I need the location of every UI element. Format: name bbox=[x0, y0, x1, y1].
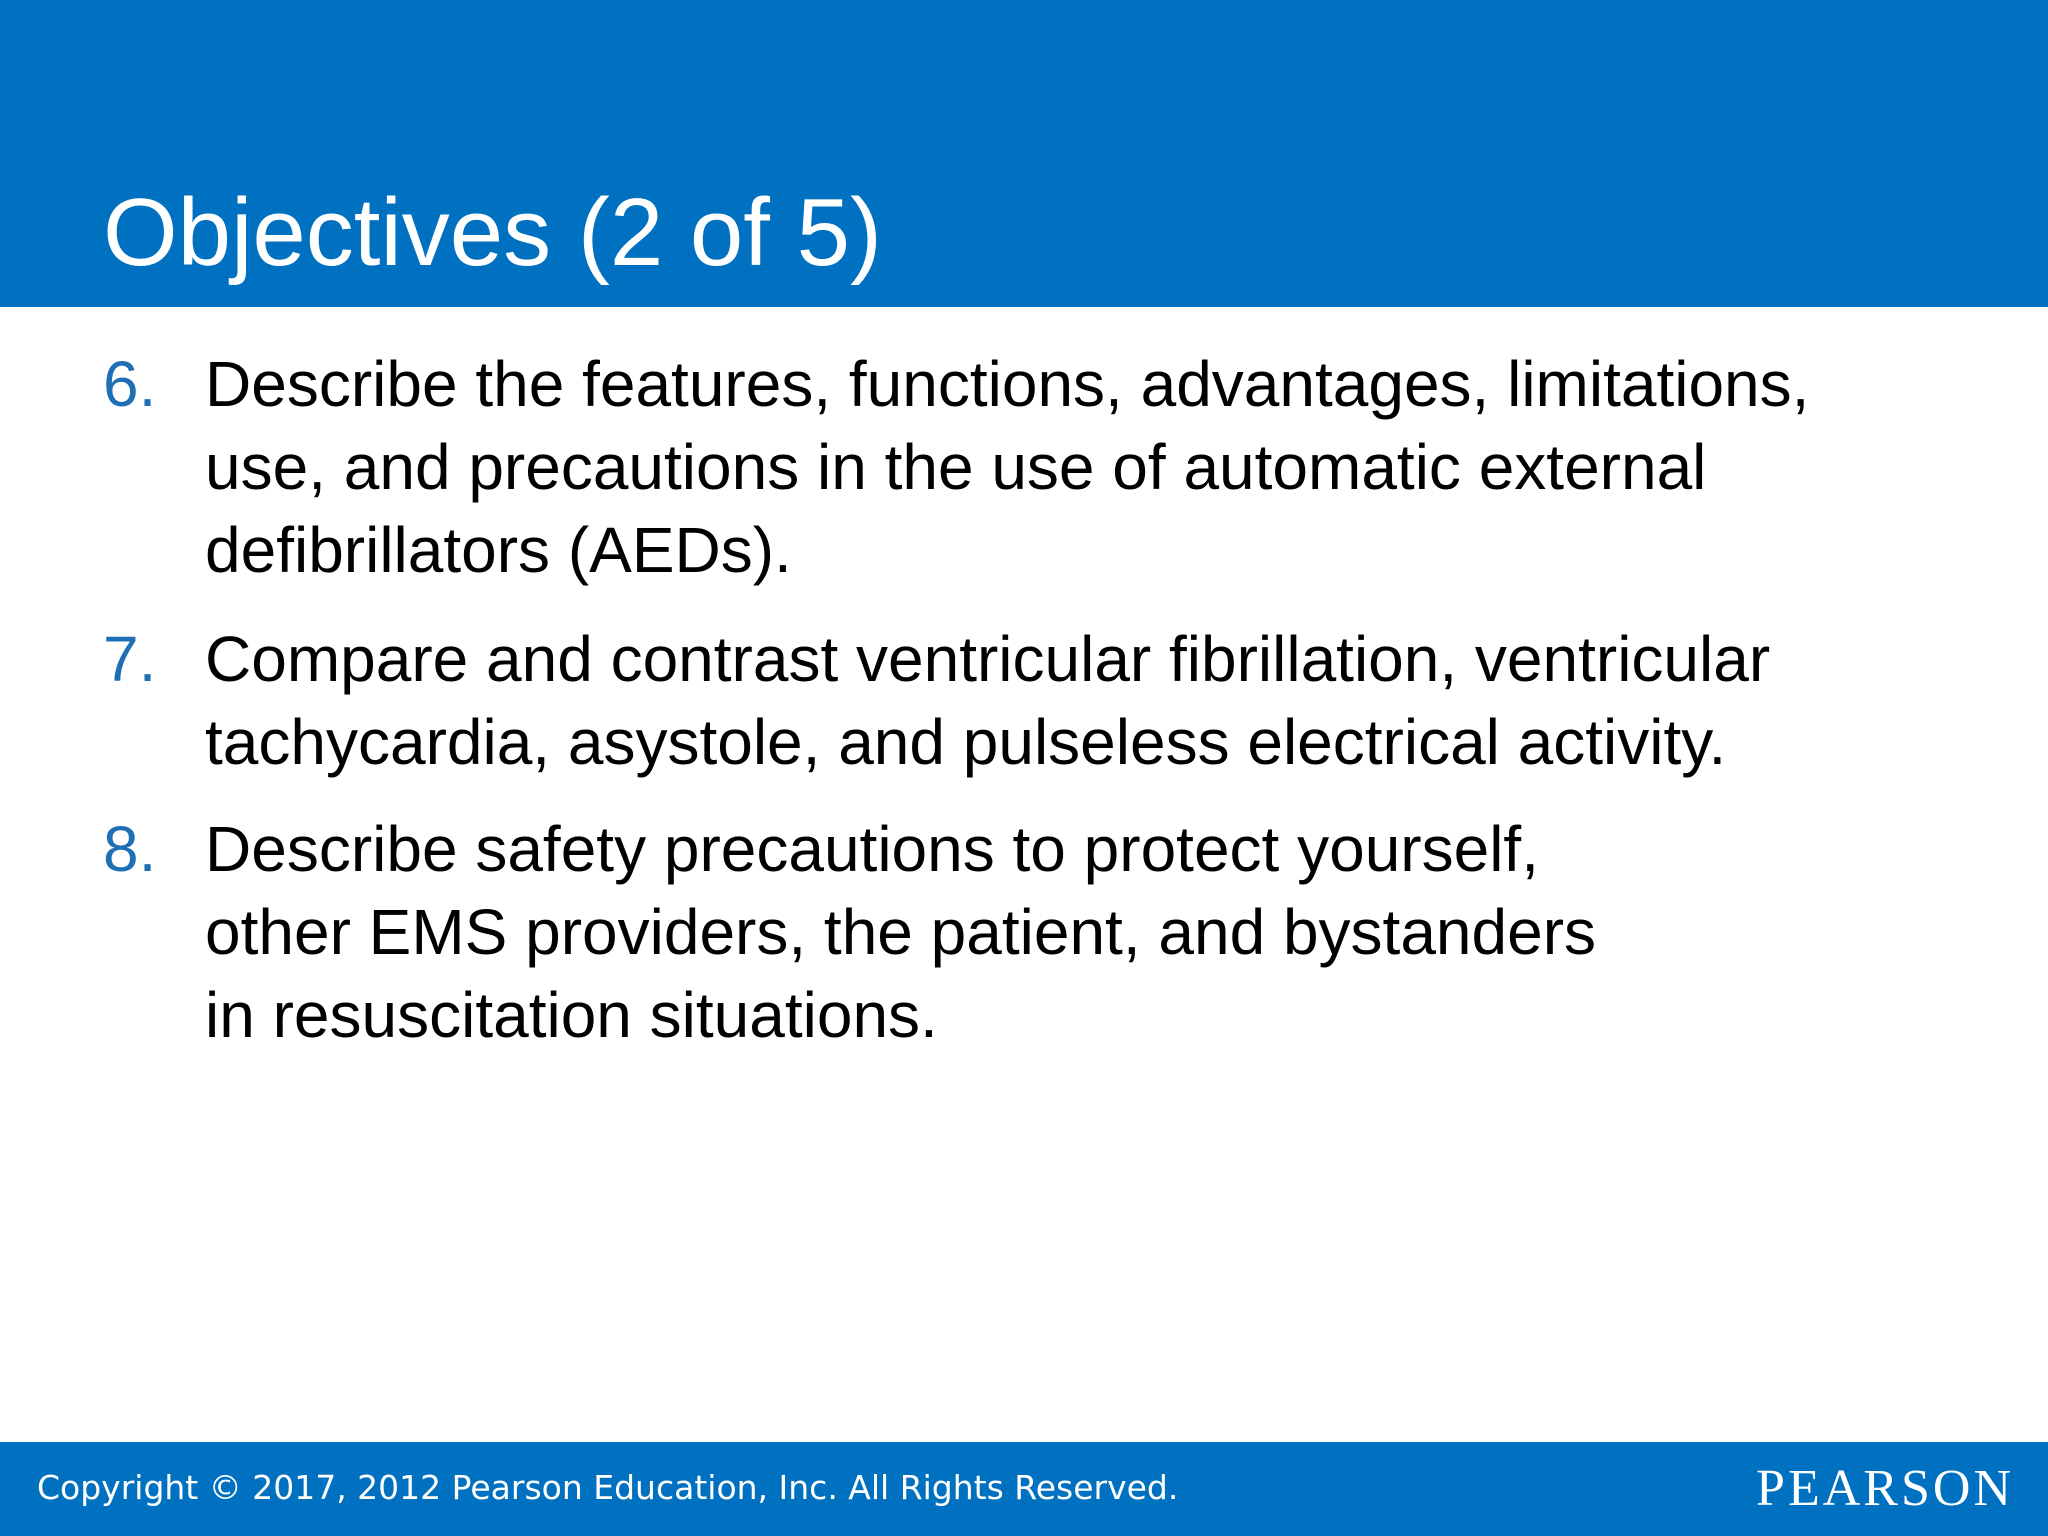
objective-text-line: tachycardia, asystole, and pulseless electrical activity. bbox=[205, 706, 1727, 778]
objective-text-line: use, and precautions in the use of automatic external bbox=[205, 431, 1707, 503]
objective-text-line: Compare and contrast ventricular fibrillation, ventricular bbox=[205, 623, 1771, 695]
slide-title: Objectives (2 of 5) bbox=[103, 179, 882, 286]
objective-text-line: Describe safety precautions to protect yourself, bbox=[205, 813, 1539, 885]
footer-bar bbox=[0, 1442, 2048, 1536]
pearson-logo: PEARSON bbox=[1756, 1460, 2014, 1517]
objective-text-line: other EMS providers, the patient, and bystanders bbox=[205, 896, 1596, 968]
objective-text-line: defibrillators (AEDs). bbox=[205, 514, 792, 586]
objective-number: 8. bbox=[103, 813, 157, 885]
title-bar bbox=[0, 0, 2048, 307]
objective-text-line: in resuscitation situations. bbox=[205, 979, 938, 1051]
objective-number: 6. bbox=[103, 348, 157, 420]
objective-number: 7. bbox=[103, 623, 157, 695]
objective-text-line: Describe the features, functions, advantages, limitations, bbox=[205, 348, 1810, 420]
copyright-notice: Copyright © 2017, 2012 Pearson Education, Inc. All Rights Reserved. bbox=[37, 1468, 1179, 1507]
